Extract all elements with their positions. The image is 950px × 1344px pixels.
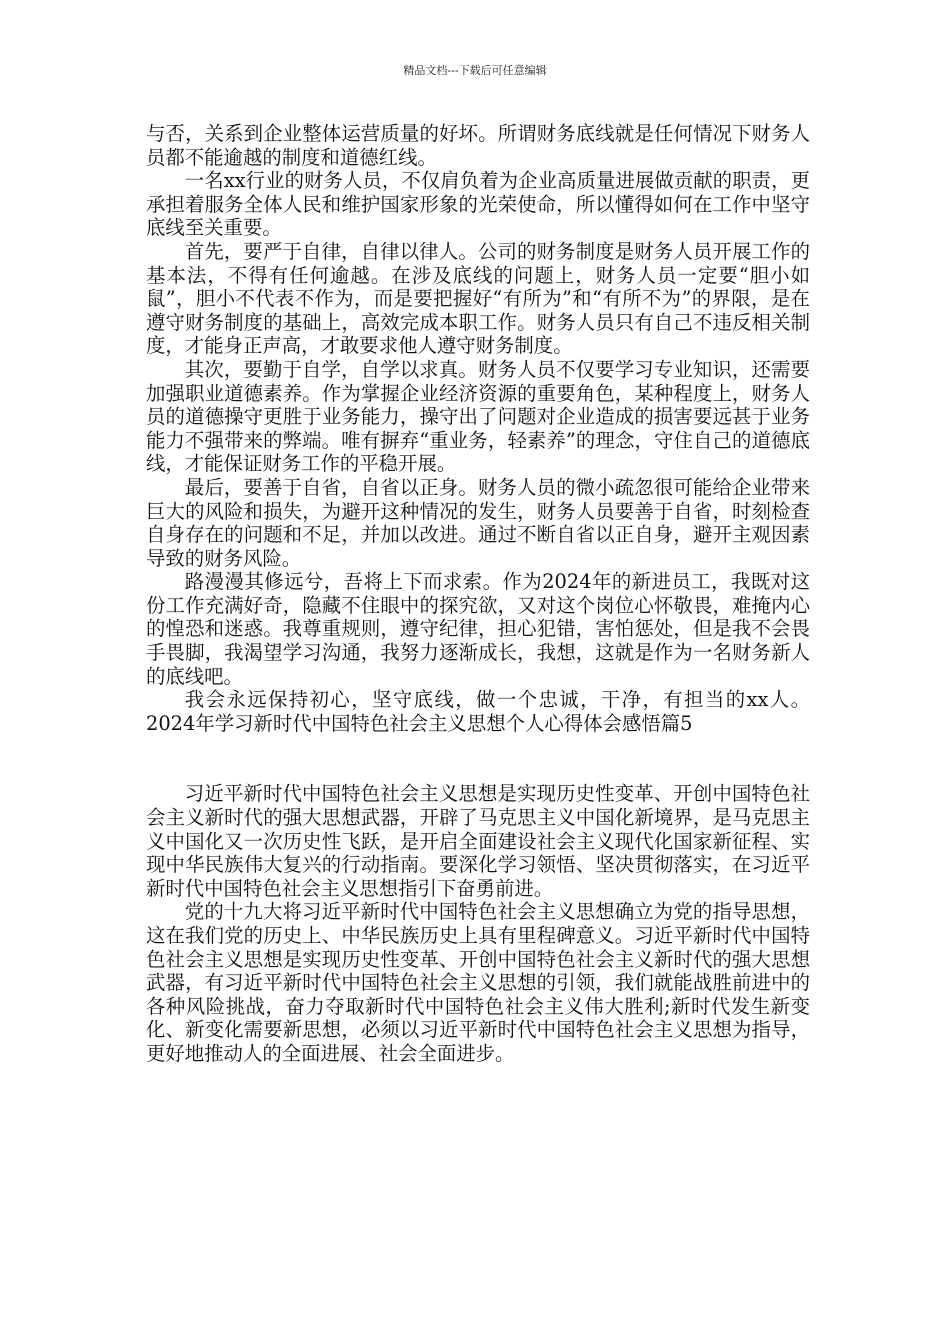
page-header: 精品文档---下载后可任意编辑 (403, 64, 547, 77)
document-body (146, 122, 810, 1066)
paragraph: 路漫漫其修远兮，吾将上下而求索。作为2024年的新进员工，我既对这份工作充满好奇，隐藏不住眼中的探究欲，又对这个岗位心怀敬畏，难掩内心的惶恐和迷惑。我尊重规则，遵守纪律，担心犯错，害怕惩处，但是我不会畏手畏脚，我渴望学习沟通，我努力逐渐成长，我想，这就是作为一名财务新人的底线吧。 (146, 570, 810, 688)
paragraph: 一名xx行业的财务人员，不仅肩负着为企业高质量进展做贡献的职责，更承担着服务全体人民和维护国家形象的光荣使命，所以懂得如何在工作中坚守底线至关重要。 (146, 169, 810, 240)
section-gap (146, 735, 810, 782)
paragraph: 最后，要善于自省，自省以正身。财务人员的微小疏忽很可能给企业带来巨大的风险和损失，为避开这种情况的发生，财务人员要善于自省，时刻检查自身存在的问题和不足，并加以改进。通过不断自省以正自身，避开主观因素导致的财务风险。 (146, 475, 810, 570)
paragraph: 习近平新时代中国特色社会主义思想是实现历史性变革、开创中国特色社会主义新时代的强大思想武器，开辟了马克思主义中国化新境界，是马克思主义中国化又一次历史性飞跃，是开启全面建设社会主义现代化国家新征程、实现中华民族伟大复兴的行动指南。要深化学习领悟、坚决贯彻落实，在习近平新时代中国特色社会主义思想指引下奋勇前进。 (146, 782, 810, 900)
paragraph: 党的十九大将习近平新时代中国特色社会主义思想确立为党的指导思想，这在我们党的历史上、中华民族历史上具有里程碑意义。习近平新时代中国特色社会主义思想是实现历史性变革、开创中国特色社会主义新时代的强大思想武器，有习近平新时代中国特色社会主义思想的引领，我们就能战胜前进中的各种风险挑战，奋力夺取新时代中国特色社会主义伟大胜利;新时代发生新变化、新变化需要新思想，必须以习近平新时代中国特色社会主义思想为指导，更好地推动人的全面进展、社会全面进步。 (146, 900, 810, 1065)
paragraph: 其次，要勤于自学，自学以求真。财务人员不仅要学习专业知识，还需要加强职业道德素养。作为掌握企业经济资源的重要角色，某种程度上，财务人员的道德操守更胜于业务能力，操守出了问题对企业造成的损害要远甚于业务能力不强带来的弊端。唯有摒弃“重业务，轻素养”的理念，守住自己的道德底线，才能保证财务工作的平稳开展。 (146, 357, 810, 476)
paragraph: 与否，关系到企业整体运营质量的好坏。所谓财务底线就是任何情况下财务人员都不能逾越的制度和道德红线。 (146, 122, 810, 169)
paragraph: 我会永远保持初心，坚守底线，做一个忠诚，干净，有担当的xx人。2024年学习新时代中国特色社会主义思想个人心得体会感悟篇5 (146, 688, 810, 735)
paragraph: 首先，要严于自律，自律以律人。公司的财务制度是财务人员开展工作的基本法，不得有任何逾越。在涉及底线的问题上，财务人员一定要“胆小如鼠”，胆小不代表不作为，而是要把握好“有所为”和“有所不为”的界限，是在遵守财务制度的基础上，高效完成本职工作。财务人员只有自己不违反相关制度，才能身正声高，才敢要求他人遵守财务制度。 (146, 239, 810, 358)
